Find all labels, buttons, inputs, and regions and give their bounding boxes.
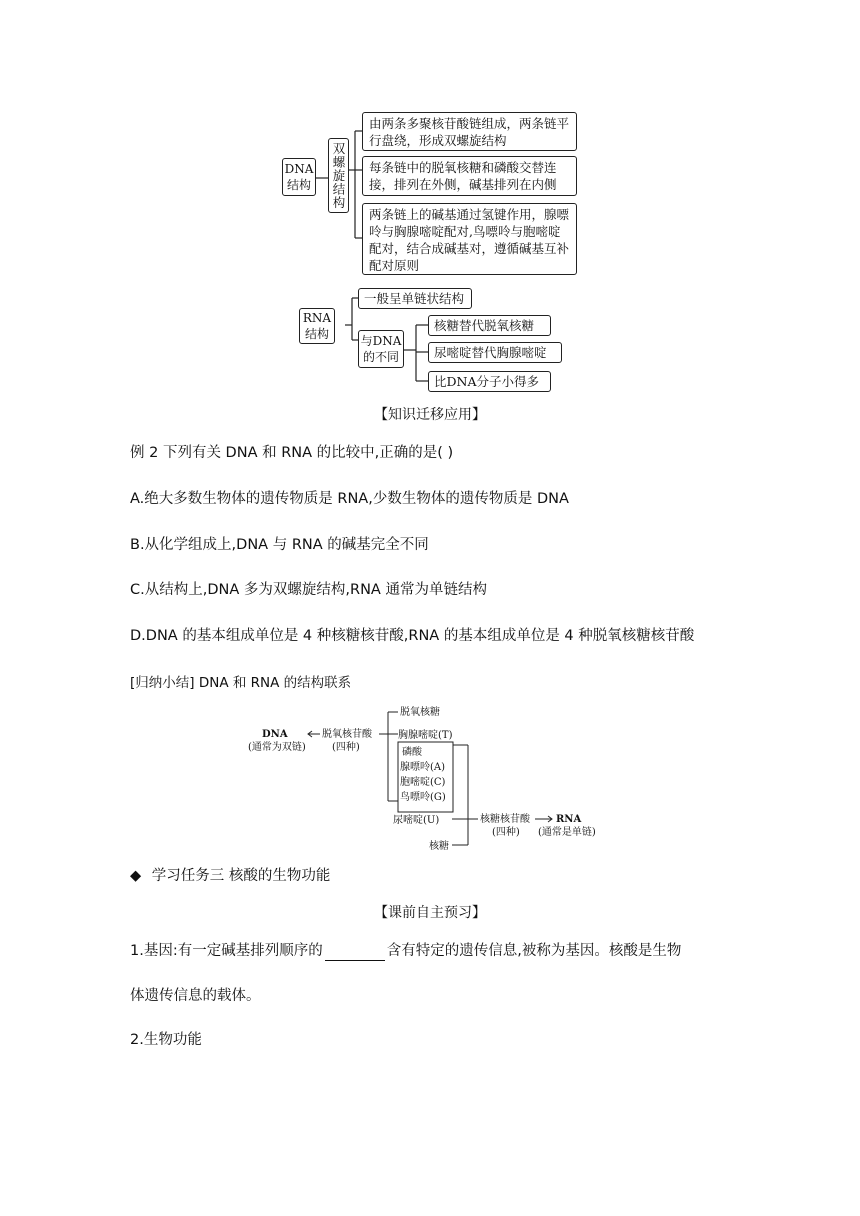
dna-structure-item-1: 由两条多聚核苷酸链组成，两条链平行盘绕，形成双螺旋结构	[362, 112, 577, 151]
four-kinds-ribo: (四种)	[492, 827, 520, 838]
uracil-node: 尿嘧啶(U)	[393, 815, 440, 826]
deoxynucleotide-node: 脱氧核苷酸	[322, 729, 372, 740]
rna-structure-root: RNA 结构	[299, 308, 335, 344]
dna-structure-item-2: 每条链中的脱氧核糖和磷酸交替连接，排列在外侧，碱基排列在内侧	[362, 156, 577, 196]
dna-map-connectors	[0, 0, 860, 400]
rna-diff-item-1: 核糖替代脱氧核糖	[428, 315, 551, 336]
dna-structure-root: DNA 结构	[282, 158, 316, 196]
section-preview-title: 【课前自主预习】	[374, 905, 486, 921]
guanine-node: 鸟嘌呤(G)	[400, 792, 446, 803]
item-1-text-b: 含有特定的遗传信息,被称为基因。核酸是生物	[386, 943, 682, 959]
dna-structure-item-3: 两条链上的碱基通过氢键作用，腺嘌呤与胸腺嘧啶配对,鸟嘌呤与胞嘧啶配对，结合成碱基对，遵循碱基互补配对原则	[362, 203, 577, 275]
double-helix-label: 双螺旋结构	[328, 138, 349, 213]
cytosine-node: 胞嘧啶(C)	[400, 777, 446, 788]
rna-difference-label: 与DNA 的不同	[358, 330, 404, 368]
adenine-node: 腺嘌呤(A)	[400, 762, 446, 773]
deoxyribose-node: 脱氧核糖	[400, 707, 440, 718]
rna-node: RNA	[556, 814, 582, 825]
option-b: B.从化学组成上,DNA 与 RNA 的碱基完全不同	[130, 537, 429, 553]
task-heading: 学习任务三 核酸的生物功能	[151, 868, 331, 884]
item-1-line-2: 体遗传信息的载体。	[130, 988, 261, 1004]
dna-node: DNA	[262, 729, 288, 740]
rna-note: (通常是单链)	[538, 827, 596, 838]
task-bullet-icon: ◆	[130, 868, 142, 884]
rna-diff-item-2: 尿嘧啶替代胸腺嘧啶	[428, 342, 562, 363]
ribonucleotide-node: 核糖核苷酸	[480, 814, 530, 825]
example-stem: 例 2 下列有关 DNA 和 RNA 的比较中,正确的是( )	[130, 445, 454, 461]
dna-rna-relation-diagram	[240, 700, 620, 855]
option-c: C.从结构上,DNA 多为双螺旋结构,RNA 通常为单链结构	[130, 582, 487, 598]
dna-note: (通常为双链)	[248, 742, 306, 753]
fill-in-blank[interactable]	[325, 946, 385, 961]
item-1-text-a: 1.基因:有一定碱基排列顺序的	[130, 943, 323, 959]
section-knowledge-title: 【知识迁移应用】	[374, 407, 486, 423]
thymine-node: 胸腺嘧啶(T)	[398, 730, 453, 741]
rna-diff-item-3: 比DNA分子小得多	[428, 371, 551, 392]
phosphate-node: 磷酸	[402, 747, 422, 758]
ribose-node: 核糖	[429, 841, 449, 852]
four-kinds-deoxy: (四种)	[332, 742, 360, 753]
item-2: 2.生物功能	[130, 1032, 202, 1048]
option-a: A.绝大多数生物体的遗传物质是 RNA,少数生物体的遗传物质是 DNA	[130, 491, 569, 507]
rna-single-strand: 一般呈单链状结构	[358, 288, 472, 309]
option-d: D.DNA 的基本组成单位是 4 种核糖核苷酸,RNA 的基本组成单位是 4 种脱氧核糖核苷酸	[130, 628, 695, 644]
item-1-line-1	[130, 941, 681, 961]
summary-heading: [归纳小结] DNA 和 RNA 的结构联系	[130, 675, 352, 691]
